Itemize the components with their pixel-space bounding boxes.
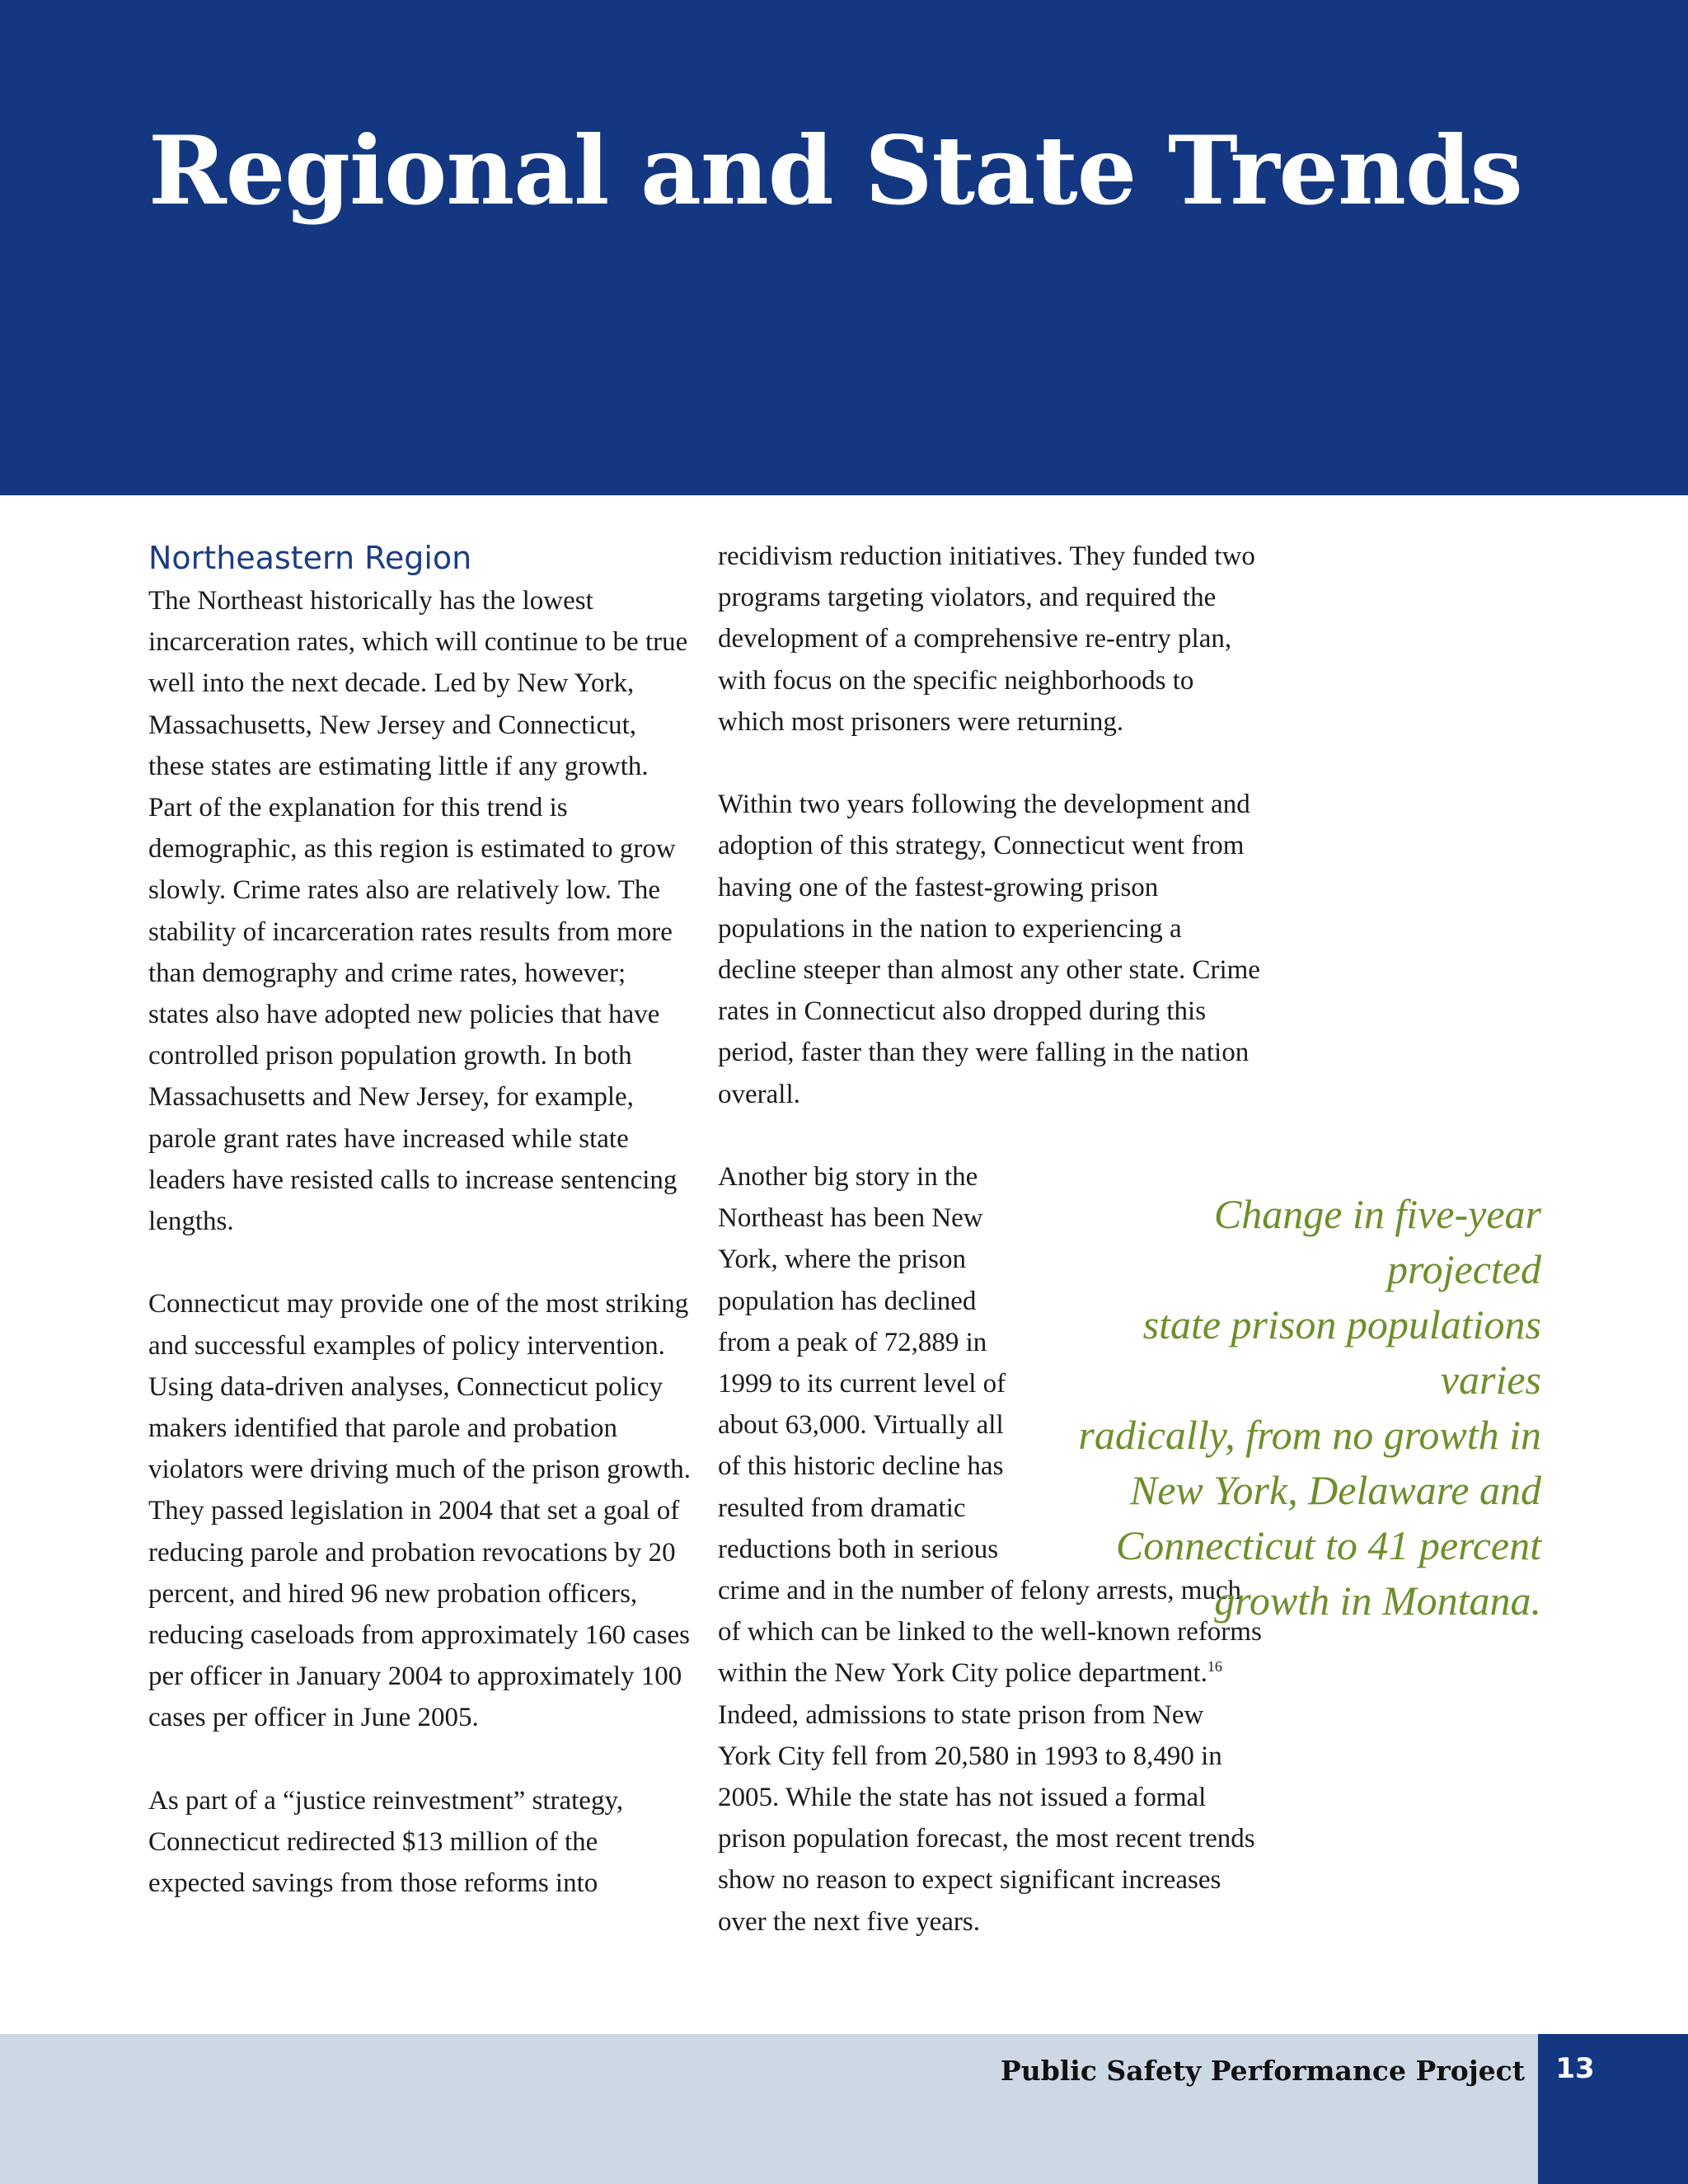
new-york-line: York, where the prison — [718, 1244, 966, 1275]
pull-quote-line: Change in five-year projected — [1213, 1191, 1541, 1292]
new-york-continued: crime and in the number of felony arrests, much of which can be linked to the well-known reforms within the New York City police department.$^{16}$ Indeed, admissions to state prison from New York City fell from 20,580 in 1993 to 8,490 in 2005. While the state has not issued a formal prison population forecast, the most recent trends show no reason to expect significant increases over the next five years. — [718, 1576, 1262, 1937]
page-number: 13 — [1555, 2052, 1595, 2085]
new-york-line: Northeast has been New — [718, 1203, 983, 1234]
footnote-reference: 16 — [1207, 1658, 1222, 1675]
new-york-line: about 63,000. Virtually all — [718, 1410, 1004, 1441]
new-york-line: reductions both in serious — [718, 1534, 999, 1564]
new-york-line: resulted from dramatic — [718, 1493, 966, 1523]
new-york-line: population has declined — [718, 1286, 977, 1316]
pull-quote-line: New York, Delaware and — [1129, 1467, 1541, 1513]
pull-quote-line: growth in Montana. — [1214, 1577, 1541, 1624]
paragraph-justice-reinvestment: As part of a “justice reinvestment” strategy, Connecticut redirected $13 million of the expected savings from those reforms into — [148, 1785, 624, 1899]
text-column-left — [148, 536, 692, 1904]
pull-quote-line: radically, from no growth in — [1078, 1412, 1541, 1458]
pull-quote — [1071, 1187, 1541, 1629]
new-york-line: from a peak of 72,889 in — [718, 1327, 987, 1357]
new-york-line: Another big story in the — [718, 1162, 978, 1193]
pull-quote-line: state prison populations varies — [1142, 1301, 1541, 1403]
page-title: Regional and State Trends — [148, 115, 1522, 226]
title-banner — [0, 0, 1688, 495]
new-york-line: 1999 to its current level of — [718, 1369, 1006, 1399]
new-york-line: of this historic decline has — [718, 1451, 1004, 1482]
paragraph-recidivism: recidivism reduction initiatives. They funded two programs targeting violators, and required the development of a comprehensive re-entry plan, with focus on the specific neighborhoods to which most prisoners were returning. — [718, 541, 1255, 737]
footer-publication-title: Public Safety Performance Project — [1000, 2055, 1525, 2087]
paragraph-connecticut-results: Within two years following the development and adoption of this strategy, Connecticut went from having one of the fastest-growing prison populations in the nation to experiencing a decline steeper than almost any other state. Crime rates in Connecticut also dropped during this period, faster than they were falling in the nation overall. — [718, 790, 1260, 1109]
page-number-box — [1538, 2034, 1688, 2184]
pull-quote-line: Connecticut to 41 percent — [1115, 1522, 1541, 1568]
section-heading: Northeastern Region — [148, 540, 472, 576]
paragraph-connecticut-policy: Connecticut may provide one of the most striking and successful examples of policy intervention. Using data-driven analyses, Connecticut policy makers identified that parole and probation violators were driving much of the prison growth. They passed legislation in 2004 that set a goal of reducing parole and probation revocations by 20 percent, and hired 96 new probation officers, reducing caseloads from approximately 160 cases per officer in January 2004 to approximately 100 cases per officer in June 2005. — [148, 1289, 692, 1733]
paragraph-northeast-intro: The Northeast historically has the lowest incarceration rates, which will continue to be true well into the next decade. Led by New York, Massachusetts, New Jersey and Connecticut, these states are estimating little if any growth. Part of the explanation for this trend is demographic, as this region is estimated to grow slowly. Crime rates also are relatively low. The stability of incarceration rates results from more than demography and crime rates, however; states also have adopted new policies that have controlled prison population growth. In both Massachusetts and New Jersey, for example, parole grant rates have increased while state leaders have resisted calls to increase sentencing lengths. — [148, 586, 688, 1237]
